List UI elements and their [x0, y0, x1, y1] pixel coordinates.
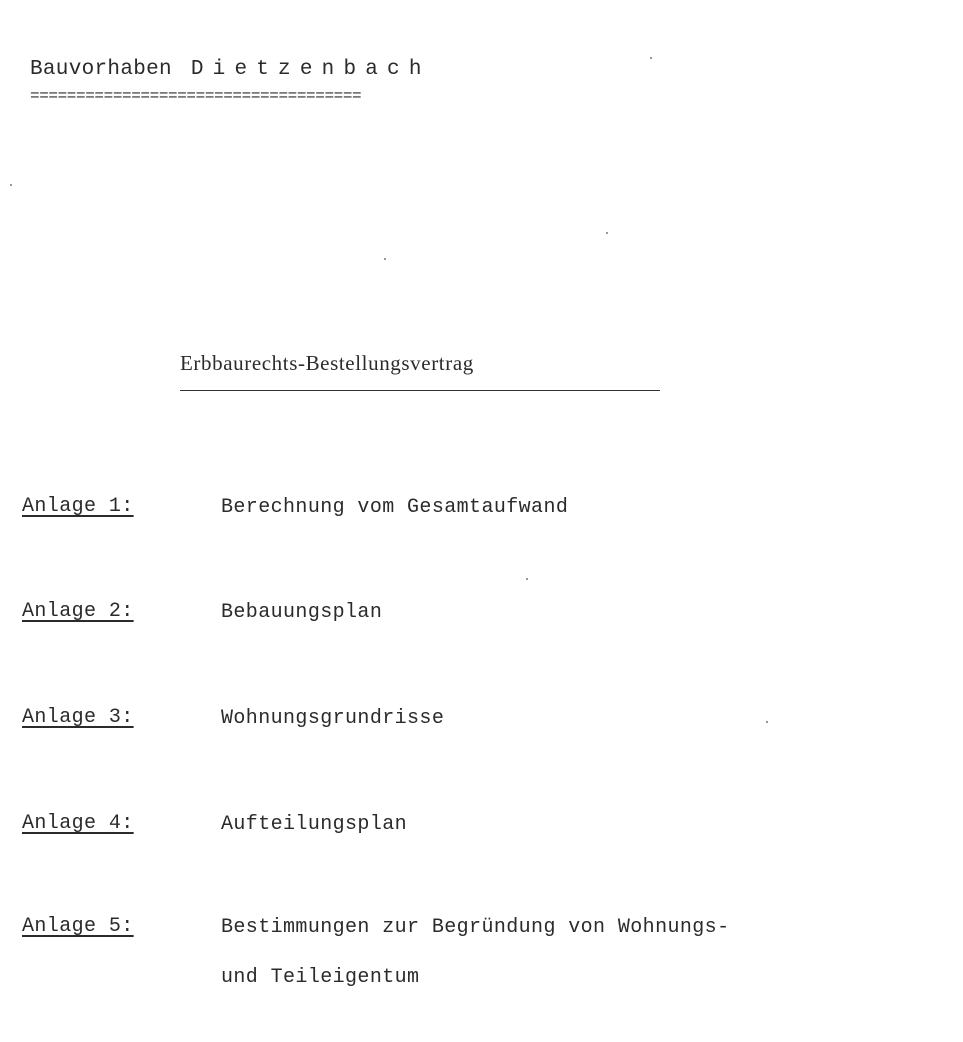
appendix-label: Anlage 2: [22, 600, 134, 623]
title-underline [180, 390, 660, 391]
scan-speck [10, 184, 12, 186]
scan-speck [384, 258, 386, 260]
appendix-label: Anlage 3: [22, 706, 134, 729]
scan-speck [766, 721, 768, 723]
scan-speck [650, 57, 652, 59]
appendix-description: Berechnung vom Gesamtaufwand [221, 496, 569, 519]
project-name: Dietzenbach [190, 58, 431, 81]
header-label: Bauvorhaben [30, 58, 172, 81]
appendix-description: Bestimmungen zur Begründung von Wohnungs- [221, 916, 730, 939]
appendix-label: Anlage 5: [22, 915, 134, 938]
appendix-description-continued: und Teileigentum [221, 966, 420, 989]
appendix-description: Aufteilungsplan [221, 813, 408, 836]
scan-speck [606, 232, 608, 234]
appendix-label: Anlage 4: [22, 812, 134, 835]
appendix-description: Bebauungsplan [221, 601, 383, 624]
header-double-rule: ==================================== [30, 87, 362, 105]
appendix-label: Anlage 1: [22, 495, 134, 518]
document-title: Erbbaurechts-Bestellungsvertrag [180, 351, 474, 375]
scan-speck [526, 578, 528, 580]
header-line [30, 58, 431, 81]
appendix-description: Wohnungsgrundrisse [221, 707, 445, 730]
